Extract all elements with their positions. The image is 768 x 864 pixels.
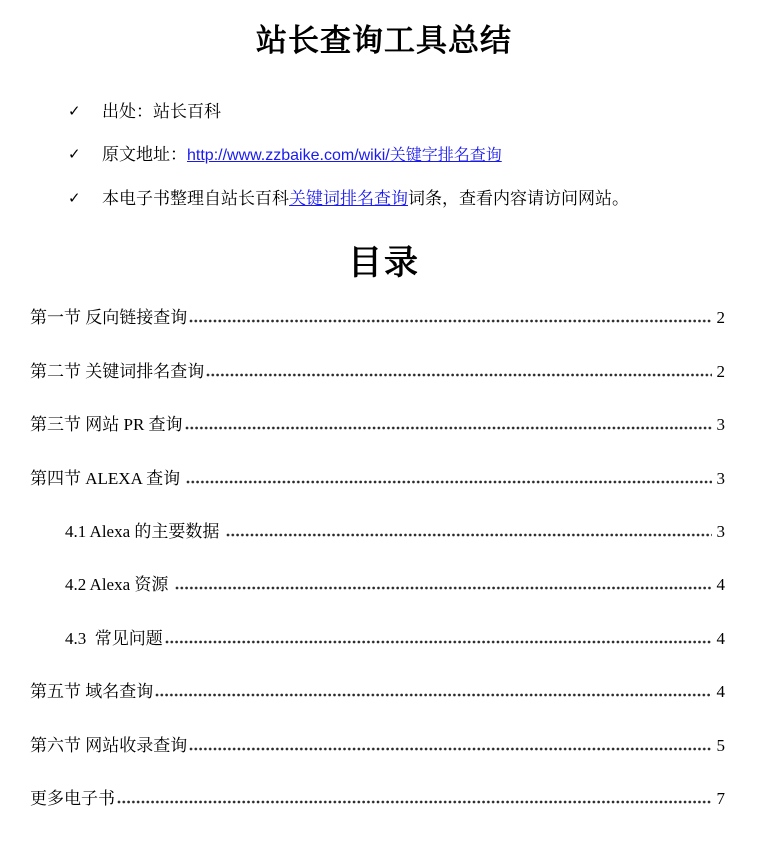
bullet-text-prefix: 出处：站长百科: [102, 102, 221, 122]
toc-row[interactable]: [30, 789, 725, 809]
bullet-text-prefix: 原文地址：: [102, 145, 187, 165]
toc-leader-dots: [189, 319, 712, 323]
toc-entry-label: 4.1 Alexa 的主要数据: [65, 522, 224, 542]
toc-row[interactable]: [30, 308, 725, 328]
toc-page-number: 7: [716, 789, 725, 808]
toc-page-number: 2: [716, 308, 725, 328]
toc-row[interactable]: [30, 629, 725, 649]
checkmark-icon: ✓: [68, 145, 81, 164]
toc-row[interactable]: [30, 736, 725, 756]
toc-row[interactable]: [30, 469, 725, 489]
bullet-list: [0, 101, 768, 210]
toc-leader-dots: [206, 373, 712, 377]
toc-row[interactable]: [30, 682, 725, 702]
toc-row[interactable]: [30, 415, 725, 435]
toc-entry-label: 第五节 域名查询: [30, 682, 154, 702]
toc-leader-dots: [155, 693, 712, 697]
checkmark-icon: ✓: [68, 102, 81, 121]
toc-entry-label: 更多电子书: [30, 789, 115, 808]
toc-entry-label: 第四节 ALEXA 查询: [30, 468, 185, 488]
toc-page-number: 3: [716, 522, 725, 542]
toc-row[interactable]: [30, 522, 725, 542]
bullet-text-prefix: 本电子书整理自站长百科: [102, 189, 289, 209]
bullet-text-suffix: 词条，查看内容请访问网站。: [408, 189, 629, 209]
toc-leader-dots: [175, 586, 712, 590]
toc-page-number: 4: [716, 628, 725, 648]
toc-entry-label: 4.3 常见问题: [65, 628, 163, 648]
toc-leader-dots: [185, 426, 712, 430]
toc-entry-label: 第一节 反向链接查询: [30, 308, 188, 328]
bullet-text: [102, 188, 728, 209]
toc-row[interactable]: [30, 575, 725, 595]
bullet-text: [102, 144, 728, 166]
bullet-text: [102, 101, 728, 122]
toc-page-number: 4: [716, 575, 725, 595]
toc-page-number: 4: [716, 682, 725, 702]
document-page: [0, 22, 768, 864]
toc-leader-dots: [165, 640, 712, 644]
bullet-link[interactable]: http://www.zzbaike.com/wiki/关键字排名查询: [187, 147, 502, 165]
checkmark-icon: ✓: [68, 189, 81, 208]
bullet-item: [68, 144, 728, 166]
bullet-item: [68, 101, 728, 122]
toc-leader-dots: [117, 800, 712, 804]
toc-entry-label: 第三节 网站 PR 查询: [30, 415, 183, 435]
toc-row[interactable]: [30, 362, 725, 382]
toc-leader-dots: [186, 480, 712, 484]
toc-heading: 目录: [348, 244, 420, 282]
bullet-link[interactable]: 关键词排名查询: [289, 189, 408, 209]
toc-list: [30, 308, 725, 809]
bullet-item: [68, 188, 728, 209]
toc-page-number: 5: [716, 735, 725, 755]
page-title: 站长查询工具总结: [256, 23, 512, 58]
toc-page-number: 3: [716, 468, 725, 488]
toc-page-number: 2: [716, 361, 725, 381]
toc-entry-label: 第六节 网站收录查询: [30, 735, 188, 755]
toc-leader-dots: [189, 747, 712, 751]
toc-entry-label: 4.2 Alexa 资源: [65, 575, 173, 595]
toc-page-number: 3: [716, 415, 725, 435]
toc-leader-dots: [226, 533, 712, 537]
toc-entry-label: 第二节 关键词排名查询: [30, 361, 205, 381]
